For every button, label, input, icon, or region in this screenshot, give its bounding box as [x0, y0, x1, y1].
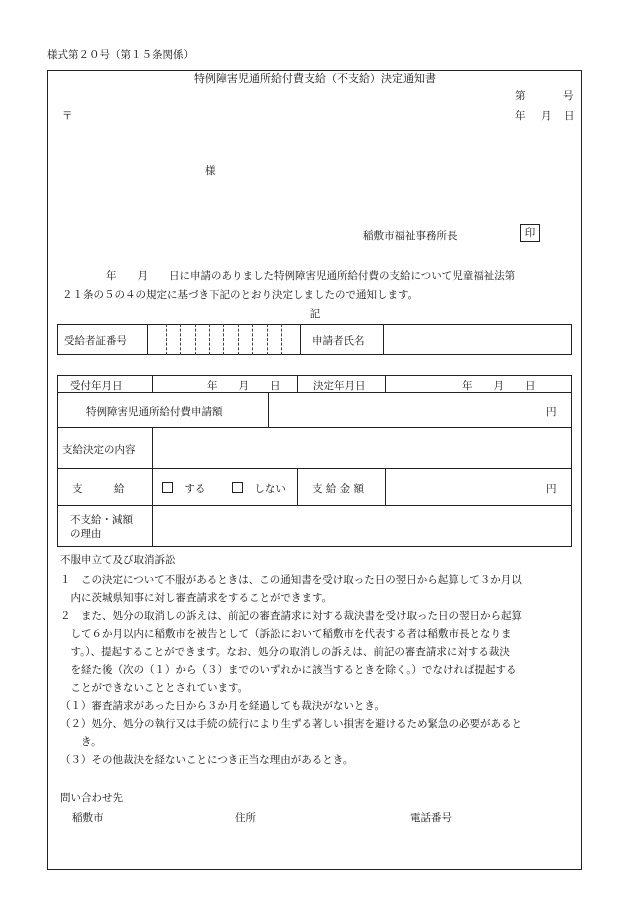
- contact-city: 稲敷市: [72, 812, 104, 824]
- intro-line-2: ２１条の５の４の規定に基づき下記のとおり決定しましたので通知します。: [62, 289, 419, 301]
- document-title: 特例障害児通所給付費支給（不支給）決定通知書: [194, 72, 436, 85]
- option-no[interactable]: [232, 481, 286, 496]
- ki-heading: 記: [309, 308, 321, 320]
- date-month: 月: [541, 110, 552, 122]
- decision-date-value: 年 月 日: [462, 380, 536, 392]
- receipt-date-label: 受付年月日: [70, 380, 123, 392]
- appeal-line: ２ また、処分の取消しの訴えは、前記の審査請求に対する裁決書を受け取った日の翌日から起算: [60, 610, 522, 622]
- form-number: 様式第２０号（第１５条関係）: [47, 49, 194, 61]
- issuer-name: 稲敷市福祉事務所長: [363, 230, 458, 242]
- appeal-line: （３）その他裁決を経ないことにつき正当な理由があるとき。: [60, 754, 354, 766]
- appeal-line: （２）処分、処分の執行又は手続の続行により生ずる著しい損害を避けるため緊急の必要があると: [60, 718, 522, 730]
- date-year: 年: [515, 110, 526, 122]
- seal-stamp: 印: [520, 224, 540, 242]
- payment-amount-label: 支 給 金 額: [312, 483, 365, 495]
- doc-number-dai: 第: [515, 90, 526, 102]
- appeal-line: １ この決定について不服があるときは、この通知書を受け取った日の翌日から起算して３か月以: [60, 574, 522, 586]
- decision-table: [57, 375, 572, 547]
- appeal-line: して６か月以内に稲敷市を被告として（訴訟において稲敷市を代表する者は稲敷市長となりま: [60, 628, 512, 640]
- doc-number-go: 号: [563, 90, 574, 102]
- checkbox-yes[interactable]: [162, 482, 173, 493]
- option-no-label: しない: [254, 483, 286, 495]
- reason-label-line1: 不支給・減額: [70, 514, 133, 526]
- contact-address-label: 住所: [235, 812, 256, 824]
- appeal-line: す。）、提起することができます。なお、処分の取消しの訴えは、前記の審査請求に対する裁決: [60, 646, 510, 658]
- date-day: 日: [564, 110, 575, 122]
- receipt-date-value: 年 月 日: [207, 380, 281, 392]
- application-amount-label: 特例障害児通所給付費申請額: [86, 406, 223, 418]
- appeal-line: ことができないこととされています。: [60, 682, 249, 694]
- reason-label-line2: の理由: [70, 528, 102, 540]
- recipient-id-label: 受給者証番号: [64, 335, 127, 347]
- applicant-name-label: 申請者氏名: [312, 335, 365, 347]
- checkbox-no[interactable]: [232, 482, 243, 493]
- appeal-heading: 不服申立て及び取消訴訟: [60, 554, 176, 566]
- option-yes-label: する: [184, 483, 206, 495]
- appeal-line: （１）審査請求があった日から３か月を経過しても裁決がないとき。: [60, 700, 385, 712]
- option-yes[interactable]: [162, 481, 205, 496]
- intro-line-1: 年 月 日に申請のありました特例障害児通所給付費の支給について児童福祉法第: [106, 270, 516, 282]
- payment-label: 支 給: [72, 483, 125, 495]
- postal-mark: 〒: [62, 110, 73, 122]
- decision-date-label: 決定年月日: [313, 380, 366, 392]
- contact-phone-label: 電話番号: [410, 812, 452, 824]
- payment-amount-yen: 円: [546, 483, 557, 495]
- application-amount-yen: 円: [546, 406, 557, 418]
- appeal-line: 内に茨城県知事に対し審査請求をすることができます。: [60, 592, 333, 604]
- addressee-honorific: 様: [205, 165, 216, 177]
- contact-heading: 問い合わせ先: [60, 792, 123, 804]
- appeal-line: き。: [60, 736, 102, 748]
- appeal-line: を経た後（次の（１）から（３）までのいずれかに該当するときを除く。）でなければ提起する: [60, 664, 517, 676]
- decision-content-label: 支給決定の内容: [62, 444, 136, 456]
